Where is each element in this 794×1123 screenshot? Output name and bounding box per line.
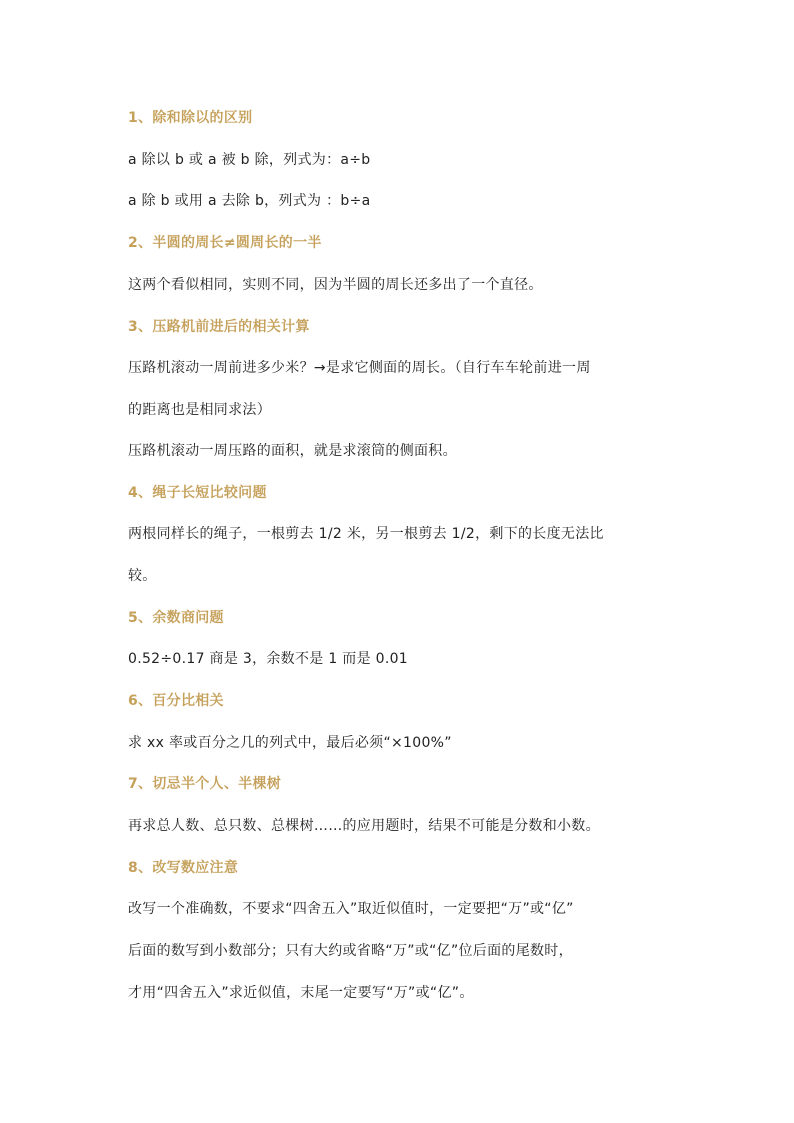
section-3-heading: 3、压路机前进后的相关计算 [128, 319, 310, 335]
section-6-line-1: 求 xx 率或百分之几的列式中，最后必须“×100%” [128, 735, 452, 751]
section-6-heading: 6、百分比相关 [128, 693, 224, 709]
section-3-line-2: 的距离也是相同求法） [128, 402, 271, 418]
section-8-line-1: 改写一个准确数，不要求“四舍五入”取近似值时，一定要把“万”或“亿” [128, 901, 574, 917]
section-8-line-2: 后面的数写到小数部分；只有大约或省略“万”或“亿”位后面的尾数时， [128, 943, 573, 959]
section-7-heading: 7、切忌半个人、半棵树 [128, 776, 282, 792]
section-1-line-1: a 除以 b 或 a 被 b 除，列式为：a÷b [128, 152, 371, 168]
section-7-line-1: 再求总人数、总只数、总棵树……的应用题时，结果不可能是分数和小数。 [128, 818, 600, 834]
section-1-line-2: a 除 b 或用 a 去除 b，列式为 ：b÷a [128, 193, 371, 209]
section-5-heading: 5、余数商问题 [128, 610, 224, 626]
section-8-heading: 8、改写数应注意 [128, 860, 239, 876]
section-5-line-1: 0.52÷0.17 商是 3，余数不是 1 而是 0.01 [128, 651, 409, 667]
section-4-line-1: 两根同样长的绳子，一根剪去 1/2 米，另一根剪去 1/2，剩下的长度无法比 [128, 526, 604, 542]
section-3-line-3: 压路机滚动一周压路的面积，就是求滚筒的侧面积。 [128, 443, 457, 459]
section-4-heading: 4、绳子长短比较问题 [128, 485, 267, 501]
section-3-line-1: 压路机滚动一周前进多少米？→是求它侧面的周长。（自行车车轮前进一周 [128, 360, 591, 376]
section-2-line-1: 这两个看似相同，实则不同，因为半圆的周长还多出了一个直径。 [128, 277, 543, 293]
section-4-line-2: 较。 [128, 568, 157, 584]
section-1-heading: 1、除和除以的区别 [128, 110, 253, 126]
section-2-heading: 2、半圆的周长≠圆周长的一半 [128, 235, 322, 251]
section-8-line-3: 才用“四舍五入”求近似值，末尾一定要写“万”或“亿”。 [128, 985, 474, 1001]
